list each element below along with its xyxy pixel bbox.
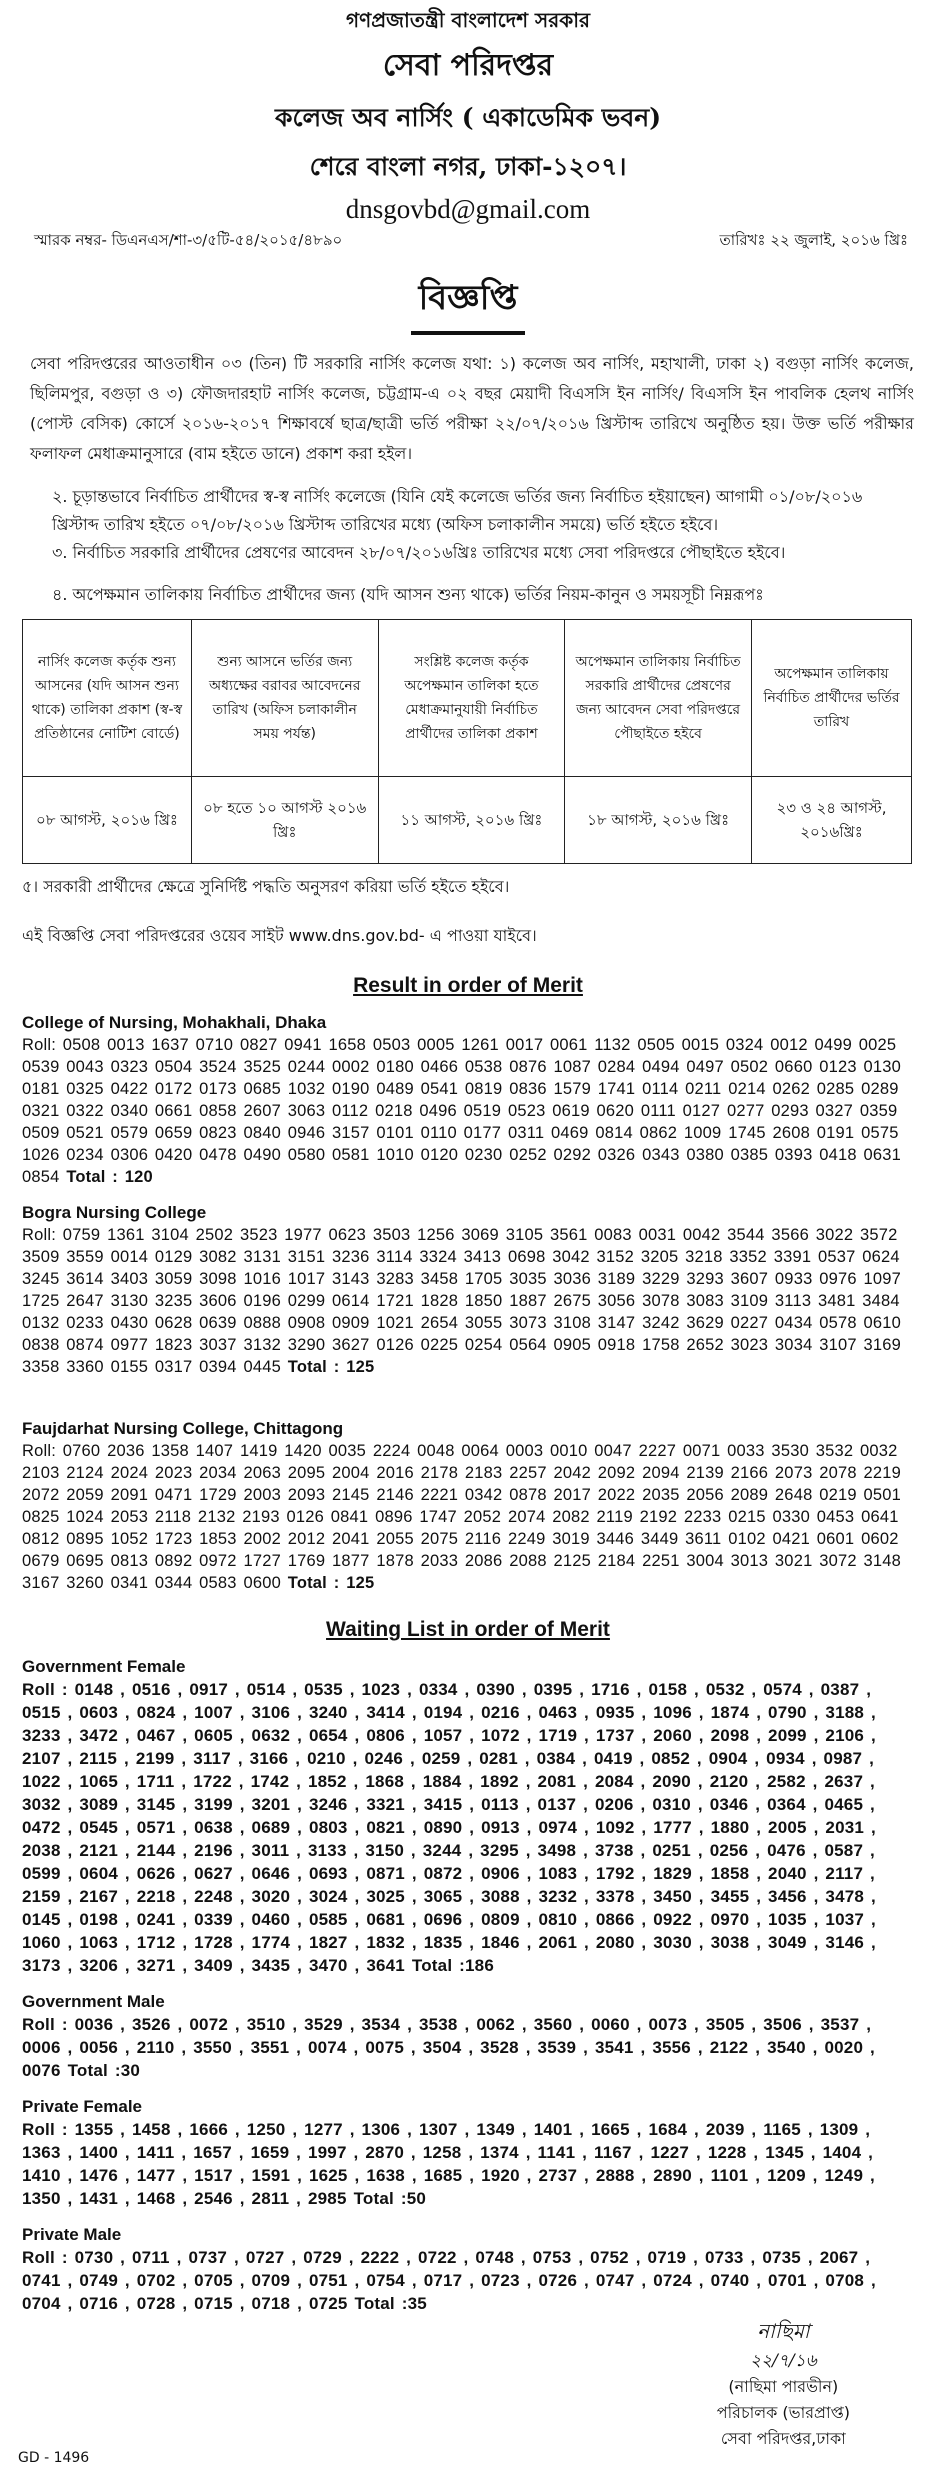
schedule-value: ২৩ ও ২৪ আগস্ট, ২০১৬খ্রিঃ	[751, 777, 911, 864]
group-total: Total :30	[67, 2061, 141, 2080]
group-total: Total : 125	[287, 1574, 375, 1592]
schedule-header: নার্সিং কলেজ কর্তৃক শুন্য আসনের (যদি আসন শুন্য থাকে) তালিকা প্রকাশ (স্ব-স্ব প্রতিষ্ঠানের নোটিশ বোর্ডে)	[23, 620, 192, 777]
roll-list	[22, 1034, 914, 1188]
waiting-group-government-male	[22, 1991, 914, 2082]
schedule-header-row	[23, 620, 912, 777]
schedule-value: ১৮ আগস্ট, ২০১৬ খ্রিঃ	[565, 777, 752, 864]
footer-code: GD - 1496	[18, 2450, 90, 2466]
group-name: Bogra Nursing College	[22, 1203, 207, 1222]
website-note: এই বিজ্ঞপ্তি সেবা পরিদপ্তরের ওয়েব সাইট www.dns.gov.bd- এ পাওয়া যাইবে।	[22, 926, 537, 945]
waiting-group-private-female	[22, 2096, 914, 2210]
merit-group-faujdarhat	[22, 1418, 914, 1594]
title-wrap	[22, 272, 914, 335]
waiting-group-private-male	[22, 2224, 914, 2315]
merit-group-dhaka	[22, 1012, 914, 1188]
roll-list	[22, 1440, 914, 1594]
email: dnsgovbd@gmail.com	[345, 194, 591, 224]
point-3: ৩. নির্বাচিত সরকারি প্রার্থীদের প্রেষণের আবেদন ২৮/০৭/২০১৬খ্রিঃ তারিখের মধ্যে সেবা পরিদপ্তরে পৌছাইতে হইবে।	[52, 543, 786, 562]
letterhead	[22, 0, 914, 225]
point-5: ৫। সরকারী প্রার্থীদের ক্ষেত্রে সুনির্দিষ্ট পদ্ধতি অনুসরণ করিয়া ভর্তি হইতে হইবে।	[22, 877, 510, 896]
roll-numbers: Roll: 0508 0013 1637 0710 0827 0941 1658 0503 0005 1261 0017 0061 1132 0505 0015 0324 0012 0499 0025 0539 0043 0323 0504 3524 3525 0244 0002 0180 0466 0538 0876 1087 0284 0494 0497 0502 0660 0123 0130 0181 0325 0422 0172 0173 0685 1032 0190 0489 0541 0819 0836 1579 1741 0114 0211 0214 0262 0285 0289 0321 0322 0340 0661 0858 2607 3063 0112 0218 0496 0519 0523 0619 0620 0111 0127 0277 0293 0327 0359 0509 0521 0579 0659 0823 0840 0946 3157 0101 0110 0177 0311 0469 0814 0862 1009 1745 2608 0191 0575 1026 0234 0306 0420 0478 0490 0580 0581 1010 0120 0230 0252 0292 0326 0343 0380 0385 0393 0418 0631 0854	[22, 1036, 902, 1186]
schedule-value: ১১ আগস্ট, ২০১৬ খ্রিঃ	[378, 777, 565, 864]
schedule-header: শুন্য আসনে ভর্তির জন্য অধ্যক্ষের বরাবর আবেদনের তারিখ (অফিস চলাকালীন সময় পর্যন্ত)	[191, 620, 378, 777]
signatory-designation: পরিচালক (ভারপ্রাপ্ত)	[716, 2403, 850, 2422]
reference-row	[22, 229, 914, 254]
intro-paragraph: সেবা পরিদপ্তরের আওতাধীন ০৩ (তিন) টি সরকারি নার্সিং কলেজ যথা: ১) কলেজ অব নার্সিং, মহাখালী, ঢাকা ২) বগুড়া নার্সিং কলেজ, ছিলিমপুর, বগুড়া ও ৩) ফৌজদারহাট নার্সিং কলেজ, চট্টগ্রাম-এ ০২ বছর মেয়াদী বিএসসি ইন নার্সিং/ বিএসসি ইন পাবলিক হেলথ নার্সিং (পোস্ট বেসিক) কোর্সে ২০১৬-২০১৭ শিক্ষাবর্ষে ছাত্র/ছাত্রী ভর্তি পরীক্ষা ২২/০৭/২০১৬ খ্রিস্টাব্দ তারিখে অনুষ্ঠিত হয়। উক্ত ভর্তি পরীক্ষার ফলাফল মেধাক্রমানুসারে (বাম হইতে ডানে) প্রকাশ করা হইল।	[30, 354, 914, 463]
government-name: গণপ্রজাতন্ত্রী বাংলাদেশ সরকার	[346, 8, 590, 32]
roll-numbers: Roll : 1355 , 1458 , 1666 , 1250 , 1277 , 1306 , 1307 , 1349 , 1401 , 1665 , 1684 , 2039 , 1165 , 1309 , 1363 , 1400 , 1411 , 1657 , 1659 , 1997 , 2870 , 1258 , 1374 , 1141 , 1167 , 1227 , 1228 , 1345 , 1404 , 1410 , 1476 , 1477 , 1517 , 1591 , 1625 , 1638 , 1685 , 1920 , 2737 , 2888 , 2890 , 1101 , 1209 , 1249 , 1350 , 1431 , 1468 , 2546 , 2811 , 2985	[22, 2120, 875, 2208]
group-total: Total : 120	[66, 1168, 153, 1186]
memo-number: স্মারক নম্বর- ডিএনএস/শা-৩/৫টি-৫৪/২০১৫/৪৮৯০	[34, 231, 343, 249]
roll-list	[22, 1678, 914, 1977]
roll-numbers: Roll : 0148 , 0516 , 0917 , 0514 , 0535 , 1023 , 0334 , 0390 , 0395 , 1716 , 0158 , 0532 , 0574 , 0387 , 0515 , 0603 , 0824 , 1007 , 3106 , 3240 , 3414 , 0194 , 0216 , 0463 , 0935 , 1096 , 1874 , 0790 , 3188 , 3233 , 3472 , 0467 , 0605 , 0632 , 0654 , 0806 , 1057 , 1072 , 1719 , 1737 , 2060 , 2098 , 2099 , 2106 , 2107 , 2115 , 2199 , 3117 , 3166 , 0210 , 0246 , 0259 , 0281 , 0384 , 0419 , 0852 , 0904 , 0934 , 0987 , 1022 , 1065 , 1711 , 1722 , 1742 , 1852 , 1868 , 1884 , 1892 , 2081 , 2084 , 2090 , 2120 , 2582 , 2637 , 3032 , 3089 , 3145 , 3199 , 3201 , 3246 , 3321 , 3415 , 0113 , 0137 , 0206 , 0310 , 0346 , 0364 , 0465 , 0472 , 0545 , 0571 , 0638 , 0689 , 0803 , 0821 , 0890 , 0913 , 0974 , 1092 , 1777 , 1880 , 2005 , 2031 , 2038 , 2121 , 2144 , 2196 , 3011 , 3133 , 3150 , 3244 , 3295 , 3498 , 3738 , 0251 , 0256 , 0476 , 0587 , 0599 , 0604 , 0626 , 0627 , 0646 , 0693 , 0871 , 0872 , 0906 , 1083 , 1792 , 1829 , 1858 , 2040 , 2117 , 2159 , 2167 , 2218 , 2248 , 3020 , 3024 , 3025 , 3065 , 3088 , 3232 , 3378 , 3450 , 3455 , 3456 , 3478 , 0145 , 0198 , 0241 , 0339 , 0460 , 0585 , 0681 , 0696 , 0809 , 0810 , 0866 , 0922 , 0970 , 1035 , 1037 , 1060 , 1063 , 1712 , 1728 , 1774 , 1827 , 1832 , 1835 , 1846 , 2061 , 2080 , 3030 , 3038 , 3049 , 3146 , 3173 , 3206 , 3271 , 3409 , 3435 , 3470 , 3641	[22, 1680, 876, 1975]
schedule-value: ০৮ আগস্ট, ২০১৬ খ্রিঃ	[23, 777, 192, 864]
address: শেরে বাংলা নগর, ঢাকা-১২০৭।	[309, 152, 627, 181]
signature-date: ২২/৭/১৬	[750, 2351, 817, 2371]
waiting-list	[22, 1656, 914, 2315]
notice-title: বিজ্ঞপ্তি	[411, 272, 526, 335]
group-total: Total :50	[353, 2189, 427, 2208]
roll-list	[22, 1224, 914, 1378]
roll-list	[22, 2246, 914, 2315]
group-name: College of Nursing, Mohakhali, Dhaka	[22, 1013, 327, 1032]
signatory-name: (নাছিমা পারভীন)	[728, 2377, 839, 2396]
memo-date: তারিখঃ ২২ জুলাই, ২০১৬ খ্রিঃ	[719, 231, 908, 249]
schedule-value: ০৮ হতে ১০ আগস্ট ২০১৬ খ্রিঃ	[191, 777, 378, 864]
group-name: Government Female	[22, 1657, 186, 1676]
group-total: Total : 125	[287, 1358, 375, 1376]
schedule-header: সংশ্লিষ্ট কলেজ কর্তৃক অপেক্ষমান তালিকা হতে মেধাক্রমানুযায়ী নির্বাচিত প্রার্থীদের তালিকা প্রকাশ	[378, 620, 565, 777]
roll-numbers: Roll: 0759 1361 3104 2502 3523 1977 0623 3503 1256 3069 3105 3561 0083 0031 0042 3544 3566 3022 3572 3509 3559 0014 0129 3082 3131 3151 3236 3114 3324 3413 0698 3042 3152 3205 3218 3352 3391 0537 0624 3245 3614 3403 3059 3098 1016 1017 3143 3283 3458 1705 3035 3036 3189 3229 3293 3607 0933 0976 1097 1725 2647 3130 3235 3606 0196 0299 0614 1721 1828 1850 1887 2675 3056 3078 3083 3109 3113 3481 3484 0132 0233 0430 0628 0639 0888 0908 0909 1021 2654 3055 3073 3108 3147 3242 3629 0227 0434 0578 0610 0838 0874 0977 1823 3037 3132 3290 3627 0126 0225 0254 0564 0905 0918 1758 2652 3023 3034 3107 3169 3358 3360 0155 0317 0394 0445	[22, 1226, 902, 1376]
roll-list	[22, 2118, 914, 2210]
directorate-name: সেবা পরিদপ্তর	[382, 48, 554, 83]
schedule-header: অপেক্ষমান তালিকায় নির্বাচিত সরকারি প্রার্থীদের প্রেষণের জন্য আবেদন সেবা পরিদপ্তরে পৌছাইতে হইবে	[565, 620, 752, 777]
college-name: কলেজ অব নার্সিং ( একাডেমিক ভবন)	[274, 103, 662, 132]
schedule-table	[22, 619, 912, 864]
schedule-value-row	[23, 777, 912, 864]
group-name: Private Male	[22, 2225, 122, 2244]
merit-title: Result in order of Merit	[353, 974, 583, 997]
roll-list	[22, 2013, 914, 2082]
schedule-header: অপেক্ষমান তালিকায় নির্বাচিত প্রার্থীদের ভর্তির তারিখ	[751, 620, 911, 777]
signatory-office: সেবা পরিদপ্তর,ঢাকা	[720, 2429, 846, 2448]
group-name: Government Male	[22, 1992, 165, 2011]
waiting-group-government-female	[22, 1656, 914, 1977]
roll-numbers: Roll : 0036 , 3526 , 0072 , 3510 , 3529 , 3534 , 3538 , 0062 , 3560 , 0060 , 0073 , 3505 , 3506 , 3537 , 0006 , 0056 , 2110 , 3550 , 3551 , 0074 , 0075 , 3504 , 3528 , 3539 , 3541 , 3556 , 2122 , 3540 , 0020 , 0076	[22, 2015, 875, 2080]
waiting-title: Waiting List in order of Merit	[326, 1618, 610, 1641]
roll-numbers: Roll : 0730 , 0711 , 0737 , 0727 , 0729 , 2222 , 0722 , 0748 , 0753 , 0752 , 0719 , 0733 , 0735 , 2067 , 0741 , 0749 , 0702 , 0705 , 0709 , 0751 , 0754 , 0717 , 0723 , 0726 , 0747 , 0724 , 0740 , 0701 , 0708 , 0704 , 0716 , 0728 , 0715 , 0718 , 0725	[22, 2248, 876, 2313]
signature-block	[717, 2318, 850, 2452]
group-total: Total :35	[354, 2294, 427, 2313]
roll-numbers: Roll: 0760 2036 1358 1407 1419 1420 0035 2224 0048 0064 0003 0010 0047 2227 0071 0033 3530 3532 0032 2103 2124 2024 2023 2034 2063 2095 2004 2016 2178 2183 2257 2042 2092 2094 2139 2166 2073 2078 2219 2072 2059 2091 0471 1729 2003 2093 2145 2146 2221 0342 0878 2017 2022 2035 2056 2089 2648 0219 0501 0825 1024 2053 2118 2132 2193 0126 0841 0896 1747 2052 2074 2082 2119 2192 2233 0215 0330 0453 0641 0812 0895 1052 1723 1853 2002 2012 2041 2055 2075 2116 2249 3019 3446 3449 3611 0102 0421 0601 0602 0679 0695 0813 0892 0972 1727 1769 1877 1878 2033 2086 2088 2125 2184 2251 3004 3013 3021 3072 3148 3167 3260 0341 0344 0583 0600	[22, 1442, 902, 1592]
group-name: Private Female	[22, 2097, 143, 2116]
handwritten-signature: নাছিমা	[757, 2319, 810, 2343]
point-2: ২. চূড়ান্তভাবে নির্বাচিত প্রার্থীদের স্ব-স্ব নার্সিং কলেজে (যিনি যেই কলেজে ভর্তির জন্য নির্বাচিত হইয়াছেন) আগামী ০১/০৮/২০১৬ খ্রিস্টাব্দ তারিখ হইতে ০৭/০৮/২০১৬ খ্রিস্টাব্দ তারিখের মধ্যে (অফিস চলাকালীন সময়ে) ভর্তি হইতে হইবে।	[52, 487, 863, 534]
group-total: Total :186	[411, 1956, 494, 1975]
group-name: Faujdarhat Nursing College, Chittagong	[22, 1419, 344, 1438]
point-4: ৪. অপেক্ষমান তালিকায় নির্বাচিত প্রার্থীদের জন্য (যদি আসন শুন্য থাকে) ভর্তির নিয়ম-কানুন ও সময়সূচী নিম্নরূপঃ	[52, 585, 764, 604]
merit-group-bogra	[22, 1202, 914, 1378]
